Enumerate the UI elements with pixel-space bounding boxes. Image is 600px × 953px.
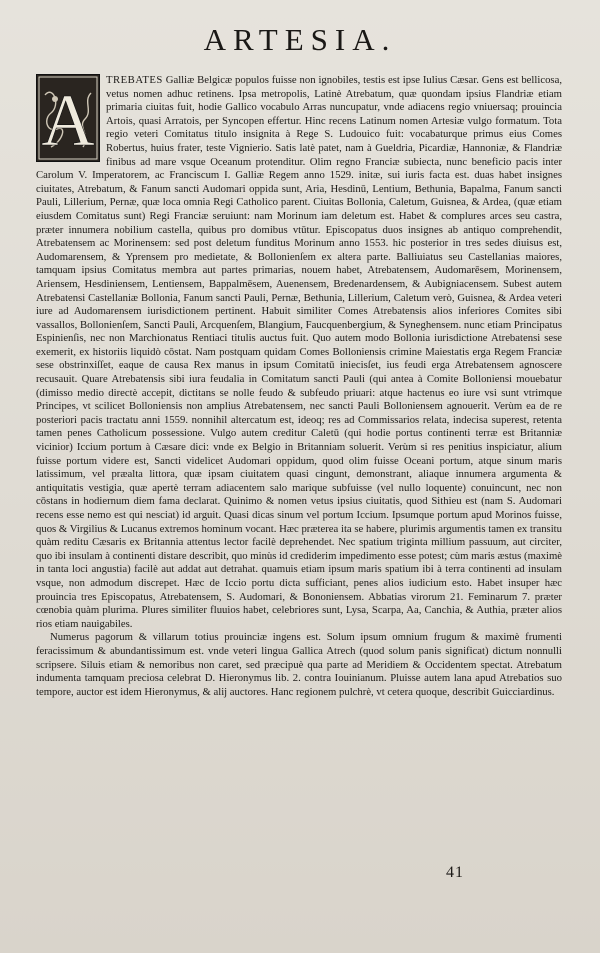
body-text bbox=[36, 74, 562, 879]
initial-letter-ornament bbox=[37, 75, 99, 161]
paragraph-1-text: Galliæ Belgicæ populos fuisse non ignobiles, testis est ipse Iulius Cæsar. Gens est bellicosa, vetus nomen adhuc retinens. Ipsa metropolis, Latinè Atrebatum, quæ quondam ipsius Flandriæ etiam primaria ciuitas fuit, hodie Gallico vocabulo Arras nuncupatur, vnde adiacens regio vniuersaq; prouincia Artois, quasi Arratois, per Syncopen effertur. Hinc recens Latinum nomen Artesiæ vulgo formatum. Tota regio veteri Comitatus titulo insignita à Rege S. Ludouico fuit: vocabaturque primus eius Comes Robertus, huius frater, teste Vignierio. Satis latè patet, nam à Gueldria, Picardiæ, Hannoniæ, & Flandriæ finibus ad mare vsque Oceanum protenditur. Olim regno Franciæ subiecta, nunc beneficio pacis inter Carolum V. Imperatorem, ac Franciscum I. Galliæ Regem anno 1529. initæ, sui iuris facta est. duas habet insignes ciuitates, Atrebatum, & Fanum sancti Audomari oppida sunt, Aria, Hesdinū, Lentium, Bethunia, Bapalma, Fanum sancti Pauli, Lillerium, Pernæ, quæ loca omnia Regi Catholico parent. Ciuitas Bollonia, Caletum, Guisnea, & Ardea, (quæ etiam eiusdem Comitatus sunt) Regi Franciæ seruiunt: nam Morinum iam deletum est. Habet & complures arces seu castra, præter innumera nobilium castella, quibus pro domibus vtūtur. Episcopatus duos insignes ab antiquo comprehendit, Atrebatensem ac Morinensem: sed post deletum funditus Morinum anno 1553. hic posterior in tres sedes diuisus est, Audomarensem, & Yprensem pro medietate, & Bollonienſem ex altera parte. Balliuiatus seu Castellanias maiores, tamquam ipsius Comitatus membra aut partes primarias, nouem habet, Atrebatensem, Audomarēsem, Morinensem, Ariensem, Hesdiniensem, Lentiensem, Bappalmēsem, Auenensem, Bredenardensem, & Aubigniacensem. Subest autem Atrebatensi Castellaniæ Bollonia, Fanum sancti Pauli, Pernæ, Bethunia, Lillerium, Caletum verò, Guisnea, & Ardea veteri iure ad Audomarensem iurisdictionem pertinent. Habuit similiter Comes Atrebatensis alios inferiores Comites sibi vassallos, Bollonienſem, Sancti Pauli, Arcquenſem, Blangium, Faucquenbergium, & Syneghensem. nunc etiam Principatus Espinienſis, nec non Marchionatus Rentiaci titulis auctus fuit. Quo autem modo Bollonia iurisdictione Atrebatensi sese exemerit, ex historiis liquidò cōstat. Nam postquam quidam Comes Bolloniensis crimine Maiestatis erga Regem Franciæ sese obstrinxiſſet, eaque de causa Rex manus in ipsum Comitatū iniecisſet, ius feudi erga Atrebatensem agnoscere recusauit. Quare Atrebatensis sibi iura feudalia in Comitatum sancti Pauli (qui antea à Comite Bolloniensi mouebatur (dimisso medio directè accepit, dictitans se nolle feudo & subfeudo priuari: atque hactenus eo iure vsi sunt vtrimque Principes, vt scilicet Bolloniensis non amplius Atrebatensem, nec sancti Pauli Bolloniensem agnouerit. Verùm ea de re posteriori pacis tractatu anni 1559. nonnihil altercatum est, ideoq; res ad Commissarios relata, indecisa superest, retenta tamen penes Catholicum possessione. Vulgo autem creditur Caletū (qui hodie portus continenti terræ est Britanniæ vicinior) Iccium portum à Cæsare dici: vnde ex Belgio in Britanniam soluerit. Verùm si res penitius inspiciatur, alium fuisse portum videre est, Sancti videlicet Audomari oppidum, quod olim fuisse Oceani portum, atque sinum maris latissimum, vel præalta littora, quæ ipsam ciuitatem quasi cingunt, demonstrant, aliaque innumera argumenta & antiquitatis vestigia, quæ apertè terram adiacentem salo marique subfuisse (vel nullo loquente) conuincunt, nec non cōstans in hodiernum diem fama declarat. Quinimo & nomen vetus ipsius ciuitatis, quod Sithieu est (nam S. Audomari recens esse nemo est qui nesciat) id arguit. Quasi dicas sinum vel portum Iccium. Ipsumque portum apud Morinos fuisse, quos & Virgilius & Lucanus extremos hominum vocant. Hæc præterea ita se habere, plurimis argumentis tamen ex transitu quàm reditu Cæsaris ex Britannia attentus lector facilè deprehendet. Nec spatium triginta millium passuum, aut circiter, quo ibi insulam à continenti distare describit, quo minùs id crediderim impedimento esse potest; cùm maris æstus (maximè in tanta loci angustia) facilè aut addat aut detrahat. quamuis etiam ipsum maris spatium ibi à terra continenti ad insulam vsque, non admodum discrepet. Hæc de Iccio portu dicta sufficiant, penes alios iudicium esto. Habet insuper hæc prouincia tres Episcopatus, Atrebatensem, S. Audomari, & Bononiensem. Abbatias virorum 21. Feminarum 7. præter cœnobia quàm plurima. Plures similiter fluuios habet, celebriores sunt, Lysa, Scarpa, Aa, Canchia, & Authia, præter alios rios etiam nauigabiles. bbox=[36, 74, 562, 630]
paragraph-1 bbox=[36, 74, 562, 631]
paragraph-2: Numerus pagorum & villarum totius prouinciæ ingens est. Solum ipsum omnium frugum & maximè frumenti feracissimum & abundantissimum est. vnde veteri lingua Gallica Atrech (quod solum panis significat) dictum nonnulli scripsere. Siluis etiam & nemoribus non caret, sed præcipuè qua parte ad Meridiem & Occidentem spectat. Atrebatum indumenta tamquam preciosa celebrat D. Hieronymus lib. 2. contra Iouinianum. Pluisse autem lana apud Atrebatios suo tempore, auctor est idem Hieronymus, & alij auctores. Hanc regionem pulchrè, vt cetera quoque, describit Guicciardinus. bbox=[36, 631, 562, 698]
initial-letter: A bbox=[41, 80, 95, 161]
paragraph-1-lead: TREBATES bbox=[106, 74, 163, 86]
page-number: 41 bbox=[446, 864, 464, 881]
page-title: ARTESIA. bbox=[203, 22, 397, 57]
decorated-initial bbox=[36, 74, 100, 162]
